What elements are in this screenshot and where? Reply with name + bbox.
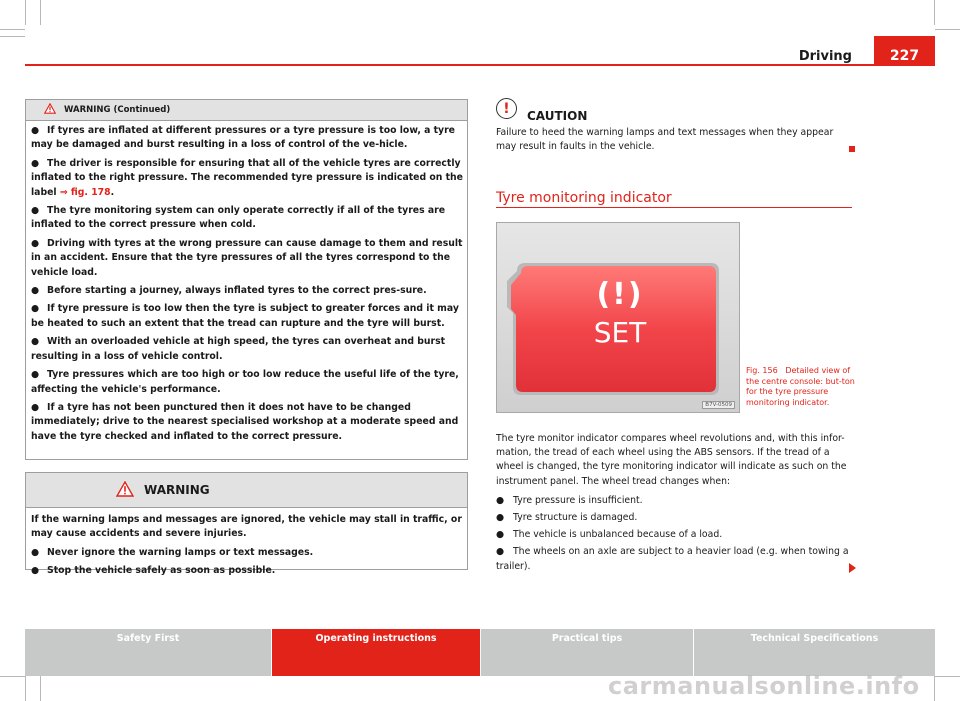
- crop-mark: [934, 0, 935, 25]
- crop-mark: [25, 0, 26, 25]
- set-label: SET: [593, 316, 647, 349]
- crop-mark: [0, 29, 25, 30]
- warning-box-body: [26, 508, 467, 579]
- warning-triangle-icon: [116, 481, 134, 500]
- fig-178-link[interactable]: ⇒ fig. 178: [59, 186, 111, 198]
- caution-title: CAUTION: [527, 109, 588, 123]
- body-text: [496, 432, 856, 577]
- list-item: ● Before starting a journey, always inflated tyres to the correct pres-sure.: [31, 285, 427, 297]
- caution-icon: !: [496, 98, 517, 119]
- crop-mark: [935, 676, 960, 677]
- list-item: ● Stop the vehicle safely as soon as possible.: [31, 565, 276, 577]
- footer-tab-practical-tips[interactable]: Practical tips: [481, 629, 693, 676]
- footer-tab-operating-instructions[interactable]: Operating instructions: [272, 629, 480, 676]
- watermark: carmanualsonline.info: [608, 672, 920, 700]
- caution-text: Failure to heed the warning lamps and text messages when they appear may result in faults in the vehicle.: [496, 127, 834, 153]
- crop-mark: [0, 36, 25, 37]
- crop-mark: [0, 676, 25, 677]
- image-code: B7V-0509: [702, 401, 735, 409]
- warning-continued-box: [25, 99, 468, 460]
- warning-continued-header: [26, 100, 467, 121]
- list-item: ● With an overloaded vehicle at high speed, the tyres can overheat and burst resulting in a loss of vehicle control.: [31, 336, 446, 362]
- tread-change-list: [496, 494, 856, 574]
- warning-continued-list: [26, 121, 467, 444]
- list-item: ● If tyres are inflated at different pressures or a tyre pressure is too low, a tyre may be damaged and burst resulting in a loss of control of the ve-hicle.: [31, 125, 455, 151]
- list-item: ● If a tyre has not been punctured then it does not have to be changed immediately; drive to the nearest specialised workshop at a moderate speed and have the tyre checked and inflated to the correct pressure.: [31, 401, 459, 442]
- list-item: ● Tyre pressures which are too high or too low reduce the useful life of the tyre, affecting the vehicle's performance.: [31, 369, 459, 395]
- crop-mark: [40, 0, 41, 25]
- section-rule: [496, 207, 852, 208]
- crop-mark: [40, 676, 41, 701]
- section-title: Driving: [798, 49, 852, 64]
- warning-box-title: WARNING: [144, 483, 210, 497]
- warning-continued-title: WARNING (Continued): [64, 105, 171, 115]
- list-item: ● If tyre pressure is too low then the tyre is subject to greater forces and it may be heated to such an extent that the tread can rupture and the tyre will burst.: [31, 303, 459, 329]
- continue-arrow-icon: [849, 563, 856, 573]
- list-item: ● The driver is responsible for ensuring that all of the vehicle tyres are correctly inflated to the right pressure. The recommended tyre pressure is indicated on the label ⇒ fig. 178.: [31, 157, 463, 198]
- crop-mark: [934, 676, 935, 701]
- list-item: ● The tyre monitoring system can only operate correctly if all of the tyres are inflated to the correct pressure when cold.: [31, 205, 446, 231]
- list-item: ● The vehicle is unbalanced because of a load.: [496, 529, 723, 541]
- warning-box-header: [26, 473, 467, 508]
- figure-number: Fig. 156: [746, 366, 778, 375]
- body-paragraph: The tyre monitor indicator compares wheel revolutions and, with this infor-mation, the tread of each wheel using the ABS sensors. If the tread of a wheel is changed, the tyre monitoring indicator will indicate as such on the instrument panel. The wheel tread changes when:: [496, 433, 847, 487]
- warning-triangle-icon: [44, 103, 56, 117]
- footer-tab-safety-first[interactable]: Safety First: [25, 629, 271, 676]
- list-item: ● Never ignore the warning lamps or text messages.: [31, 546, 314, 558]
- warning-box-intro: If the warning lamps and messages are ignored, the vehicle may stall in traffic, or may cause accidents and severe injuries.: [31, 514, 462, 540]
- section-heading: Tyre monitoring indicator: [496, 190, 672, 206]
- warning-box: [25, 472, 468, 577]
- crop-mark: [25, 676, 26, 701]
- crop-mark: [935, 29, 960, 30]
- header-rule: [25, 64, 935, 66]
- list-item: ● The wheels on an axle are subject to a heavier load (e.g. when towing a trailer).: [496, 546, 849, 572]
- list-item: ● Driving with tyres at the wrong pressure can cause damage to them and result in an accident. Ensure that the tyre pressures of all the tyres correspond to the vehicle load.: [31, 237, 463, 278]
- list-item: ● Tyre structure is damaged.: [496, 512, 638, 524]
- tpms-symbol: (!): [596, 277, 644, 312]
- figure-156: [496, 222, 740, 413]
- figure-caption-text: Detailed view of the centre console: but-ton for the tyre pressure monitoring indicator.: [746, 366, 855, 407]
- page-number: 227: [874, 36, 935, 66]
- end-marker-icon: [849, 146, 855, 152]
- figure-caption: [746, 366, 856, 408]
- footer-tab-technical-specifications[interactable]: Technical Specifications: [694, 629, 935, 676]
- list-item: ● Tyre pressure is insufficient.: [496, 494, 643, 506]
